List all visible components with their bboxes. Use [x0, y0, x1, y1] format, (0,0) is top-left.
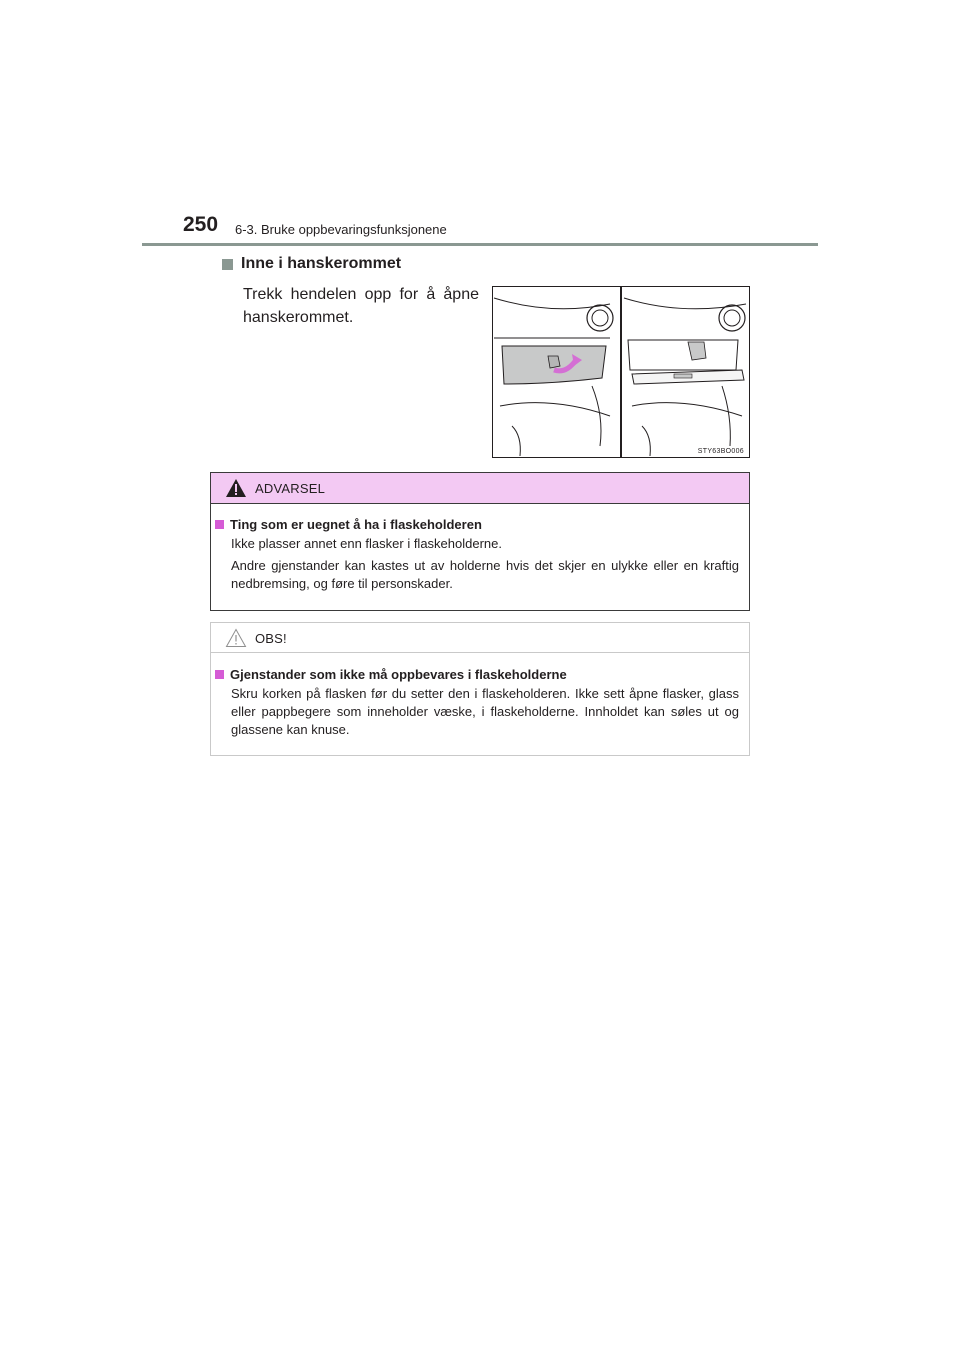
warning-box: [210, 472, 750, 611]
header-rule: [142, 243, 818, 246]
warning-paragraph-2: Andre gjenstander kan kastes ut av holderne hvis det skjer en ulykke eller en kraftig nedbremsing, og føre til personskader.: [231, 558, 739, 591]
warning-title: ADVARSEL: [255, 481, 325, 496]
item-square-icon: [215, 670, 224, 679]
warning-paragraph-1: Ikke plasser annet enn flasker i flaskeholderne.: [231, 536, 502, 551]
warning-header: [211, 473, 749, 504]
glovebox-drawing: [492, 286, 750, 458]
notice-title: OBS!: [255, 631, 287, 646]
subsection-heading: [222, 255, 401, 273]
warning-item-title-text: Ting som er uegnet å ha i flaskeholderen: [230, 517, 482, 532]
caution-triangle-icon: [225, 628, 247, 648]
section-title: 6-3. Bruke oppbevaringsfunksjonene: [235, 222, 447, 237]
warning-body: [211, 504, 749, 593]
warning-item-title: [215, 517, 749, 532]
warning-triangle-icon: [225, 478, 247, 498]
notice-box: [210, 622, 750, 756]
figure-code: STY63BO006: [697, 448, 744, 455]
intro-text: Trekk hendelen opp for å åpne hanskerommet.: [243, 286, 479, 326]
item-square-icon: [215, 520, 224, 529]
page-number: 250: [183, 213, 219, 236]
notice-header: [211, 623, 749, 653]
notice-item-title: [215, 667, 749, 682]
notice-item-title-text: Gjenstander som ikke må oppbevares i flaskeholderne: [230, 667, 567, 682]
heading-square-icon: [222, 259, 233, 270]
glovebox-illustration: [492, 286, 750, 458]
subsection-heading-text: Inne i hanskerommet: [241, 255, 402, 272]
notice-paragraph: Skru korken på flasken før du setter den i flaskeholderen. Ikke sett åpne flasker, glass eller pappbegere som inneholder væske, i flaskeholderne. Innholdet kan søles ut og glassene kan knuse.: [231, 686, 739, 737]
notice-body: [211, 653, 749, 739]
